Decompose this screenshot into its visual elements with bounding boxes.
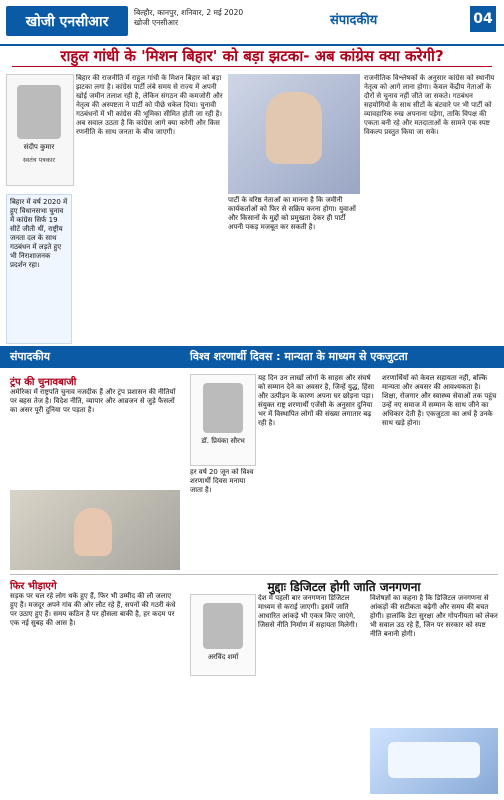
section-title: संपादकीय — [330, 13, 378, 28]
divider — [10, 574, 498, 575]
world-text-c: शरणार्थियों को केवल सहायता नहीं, बल्कि मान्यता और अवसर की आवश्यकता है। शिक्षा, रोजगार और स्वास्थ्य सेवाओं तक पहुंच उन्हें नए समाज में सम्मान के साथ जीने का अधिकार देती है। एकजुटता का अर्थ है उनके साथ खड़े होना। — [382, 374, 497, 427]
lead-author-name: संदीप कुमार — [23, 143, 55, 151]
band-lead-title: विश्व शरणार्थी दिवस : मान्यता के माध्यम से एकजुटता — [190, 350, 408, 363]
world-author-avatar — [203, 383, 243, 433]
lead-right-text: राजनीतिक विश्लेषकों के अनुसार कांग्रेस को स्थानीय नेतृत्व को आगे लाना होगा। केवल केंद्रीय नेताओं के दौरों से चुनाव नहीं जीते जा सकते। गठबंधन सहयोगियों के साथ सीटों के बंटवारे पर भी पार्टी को व्यावहारिक रुख अपनाना पड़ेगा, ताकि विपक्ष की एकता बनी रहे और मतदाताओं के सामने एक स्पष्ट विकल्प प्रस्तुत किया जा सके। — [364, 74, 495, 136]
brand-logo: खोजी एनसीआर — [6, 6, 128, 36]
digital-title: मुद्दाः डिजिटल होगी जाति जनगणना — [267, 580, 421, 594]
lead-pull-quote: बिहार में वर्ष 2020 में हुए विधानसभा चुनाव में कांग्रेस सिर्फ 19 सीटें जीती थीं, राष्ट्रीय जनता दल के साथ गठबंधन में लड़ते हुए भी निराशाजनक प्रदर्शन रहा। — [6, 194, 72, 344]
world-author-box — [190, 374, 256, 466]
world-text-a: हर वर्ष 20 जून को विश्व शरणार्थी दिवस मनाया जाता है। — [190, 468, 254, 494]
digital-author-name: अरविंद शर्मा — [207, 653, 239, 661]
headline-rule — [12, 66, 492, 67]
lead-under-photo-text: पार्टी के वरिष्ठ नेताओं का मानना है कि जमीनी कार्यकर्ताओं को फिर से सक्रिय करना होगा। युवाओं और किसानों के मुद्दों को प्रमुखता देकर ही पार्टी अपनी पकड़ मजबूत कर सकती है। — [228, 196, 356, 231]
world-text-b: यह दिन उन लाखों लोगों के साहस और संघर्ष को सम्मान देने का अवसर है, जिन्हें युद्ध, हिंसा और उत्पीड़न के कारण अपना घर छोड़ना पड़ा। संयुक्त राष्ट्र शरणार्थी एजेंसी के अनुसार दुनिया भर में विस्थापित लोगों की संख्या लगातार बढ़ रही है। — [258, 374, 375, 427]
lead-author-box — [6, 74, 74, 186]
page-number: 04 — [470, 6, 496, 32]
lead-author-avatar — [17, 85, 61, 139]
digital-author-box — [190, 594, 256, 676]
lead-headline: राहुल गांधी के 'मिशन बिहार' को बड़ा झटका- अब कांग्रेस क्या करेगी? — [60, 47, 444, 65]
lead-main-text: बिहार की राजनीति में राहुल गांधी के मिशन बिहार को बड़ा झटका लगा है। कांग्रेस पार्टी लंबे समय से राज्य में अपनी खोई जमीन तलाश रही है, लेकिन संगठन की कमजोरी और नेतृत्व की अस्पष्टता ने पार्टी को पीछे धकेल दिया। चुनावी गठबंधनों में भी कांग्रेस की भूमिका सीमित होती जा रही है। अब सवाल उठता है कि कांग्रेस आगे क्या करेगी और किस रणनीति के साथ जनता के बीच जाएगी। — [76, 74, 223, 136]
lead-photo — [228, 74, 360, 194]
digital-author-avatar — [203, 603, 243, 649]
trump-title: ट्रंप की चुनावबाजी — [10, 377, 77, 388]
trump-text: अमेरिका में राष्ट्रपति चुनाव नजदीक हैं और ट्रंप प्रशासन की नीतियों पर बहस तेज है। विदेश नीति, व्यापार और आव्रजन से जुड़े फैसलों का असर पूरी दुनिया पर पड़ता है। — [10, 388, 176, 414]
masthead — [0, 0, 504, 46]
section-band — [0, 346, 504, 368]
poem-text: सड़क पर चल रहे लोग थके हुए हैं, फिर भी उम्मीद की लौ जलाए हुए हैं। मजदूर अपने गांव की ओर लौट रहे हैं, सपनों की गठरी कंधे पर उठाए हुए हैं। समय कठिन है पर हौसला बाकी है, हर कदम पर एक नई सुबह की आस है। — [10, 592, 176, 627]
header-meta — [134, 8, 304, 28]
meta-line-2: खोजी एनसीआर — [134, 18, 179, 27]
digital-photo — [370, 728, 498, 794]
digital-text-2: विशेषज्ञों का कहना है कि डिजिटल जनगणना से आंकड़ों की सटीकता बढ़ेगी और समय की बचत होगी। हालांकि डेटा सुरक्षा और गोपनीयता को लेकर भी सवाल उठ रहे हैं, जिन पर सरकार को स्पष्ट नीति बनानी होगी। — [370, 594, 498, 638]
digital-text-1: देश में पहली बार जनगणना डिजिटल माध्यम से कराई जाएगी। इसमें जाति आधारित आंकड़े भी एकत्र किए जाएंगे, जिससे नीति निर्माण में सहायता मिलेगी। — [258, 594, 358, 629]
trump-photo — [10, 490, 180, 570]
lead-author-role: स्वतंत्र पत्रकार — [22, 156, 56, 164]
meta-line-1: बिल्हौर, कानपुर, शनिवार, 2 मई 2020 — [134, 8, 244, 17]
world-author-name: डॉ. प्रियंका सौरभ — [201, 437, 245, 445]
poem-title: फिर भीड़ाएगे — [10, 581, 57, 592]
band-section: संपादकीय — [10, 350, 51, 363]
